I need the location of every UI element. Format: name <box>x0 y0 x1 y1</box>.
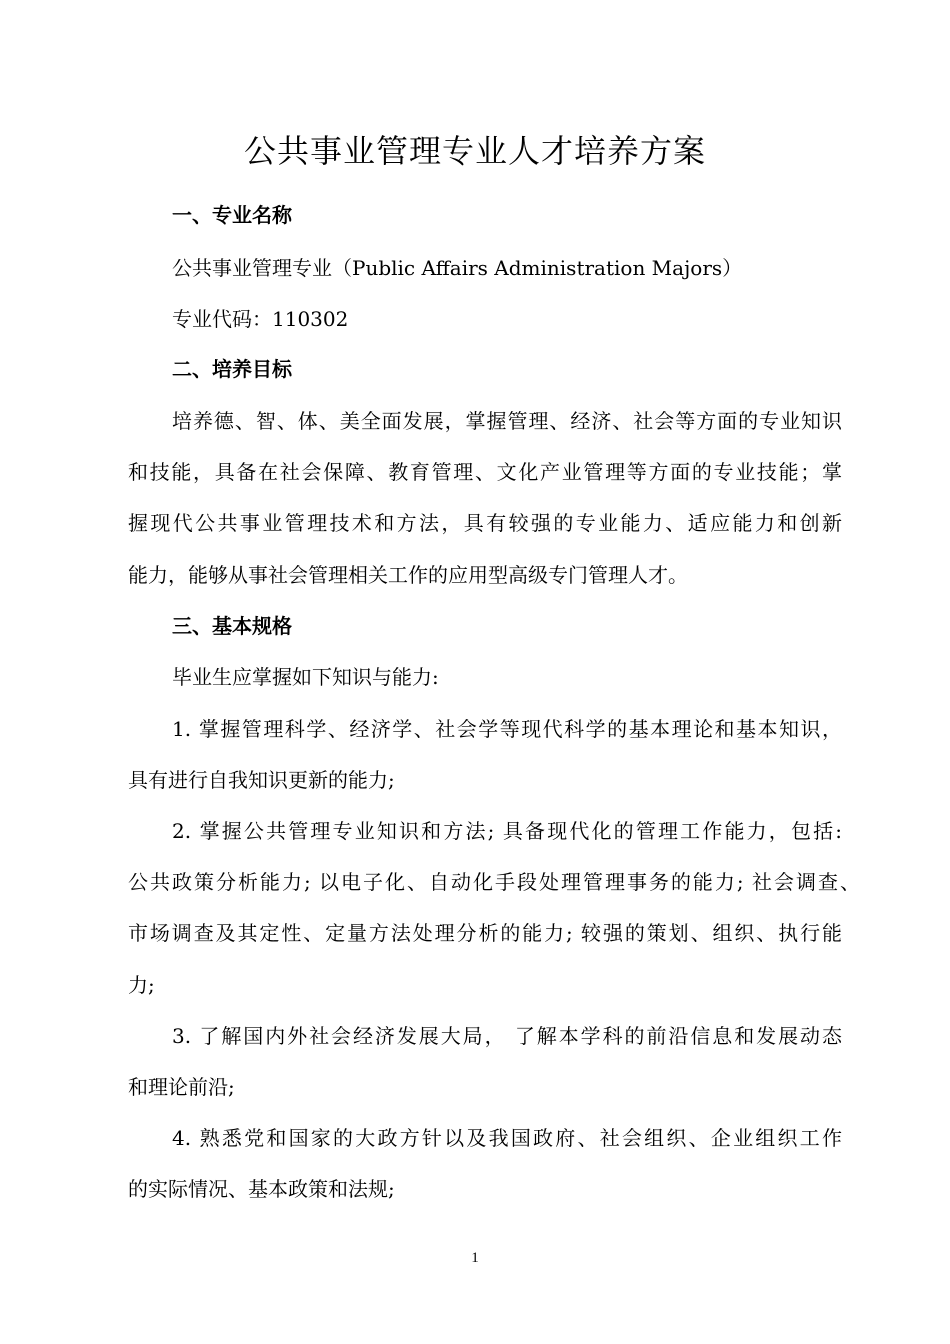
spec-item-1-line: 1. 掌握管理科学、经济学、社会学等现代科学的基本理论和基本知识， <box>172 717 842 741</box>
spec-item-3-line: 3. 了解国内外社会经济发展大局， 了解本学科的前沿信息和发展动态 <box>172 1024 842 1048</box>
objectives-line: 握现代公共事业管理技术和方法，具有较强的专业能力、适应能力和创新 <box>128 511 842 535</box>
objectives-line: 和技能，具备在社会保障、教育管理、文化产业管理等方面的专业技能；掌 <box>128 460 842 484</box>
objectives-line: 能力，能够从事社会管理相关工作的应用型高级专门管理人才。 <box>128 563 688 587</box>
major-code-line: 专业代码：110302 <box>172 307 349 331</box>
spec-item-4-line: 的实际情况、基本政策和法规; <box>128 1177 395 1201</box>
document-title: 公共事业管理专业人才培养方案 <box>243 132 706 170</box>
spec-item-1-line: 具有进行自我知识更新的能力; <box>128 768 395 792</box>
spec-item-4-line: 4. 熟悉党和国家的大政方针以及我国政府、社会组织、企业组织工作 <box>172 1126 842 1150</box>
spec-item-2-line: 2. 掌握公共管理专业知识和方法; 具备现代化的管理工作能力，包括: <box>172 819 842 843</box>
section-heading-objectives: 二、培养目标 <box>172 357 292 381</box>
section-heading-specifications: 三、基本规格 <box>172 614 292 638</box>
objectives-line: 培养德、智、体、美全面发展，掌握管理、经济、社会等方面的专业知识 <box>172 409 842 433</box>
spec-item-2-line: 市场调查及其定性、定量方法处理分析的能力; 较强的策划、组织、执行能 <box>128 921 842 945</box>
spec-item-2-line: 公共政策分析能力; 以电子化、自动化手段处理管理事务的能力; 社会调查、 <box>128 870 860 894</box>
page-number: 1 <box>471 1250 479 1266</box>
specifications-intro: 毕业生应掌握如下知识与能力: <box>172 665 439 689</box>
section-heading-major-name: 一、专业名称 <box>172 203 292 227</box>
spec-item-2-line: 力; <box>128 973 155 997</box>
major-name-line: 公共事业管理专业（Public Affairs Administration Majors） <box>172 256 743 280</box>
spec-item-3-line: 和理论前沿; <box>128 1075 235 1099</box>
